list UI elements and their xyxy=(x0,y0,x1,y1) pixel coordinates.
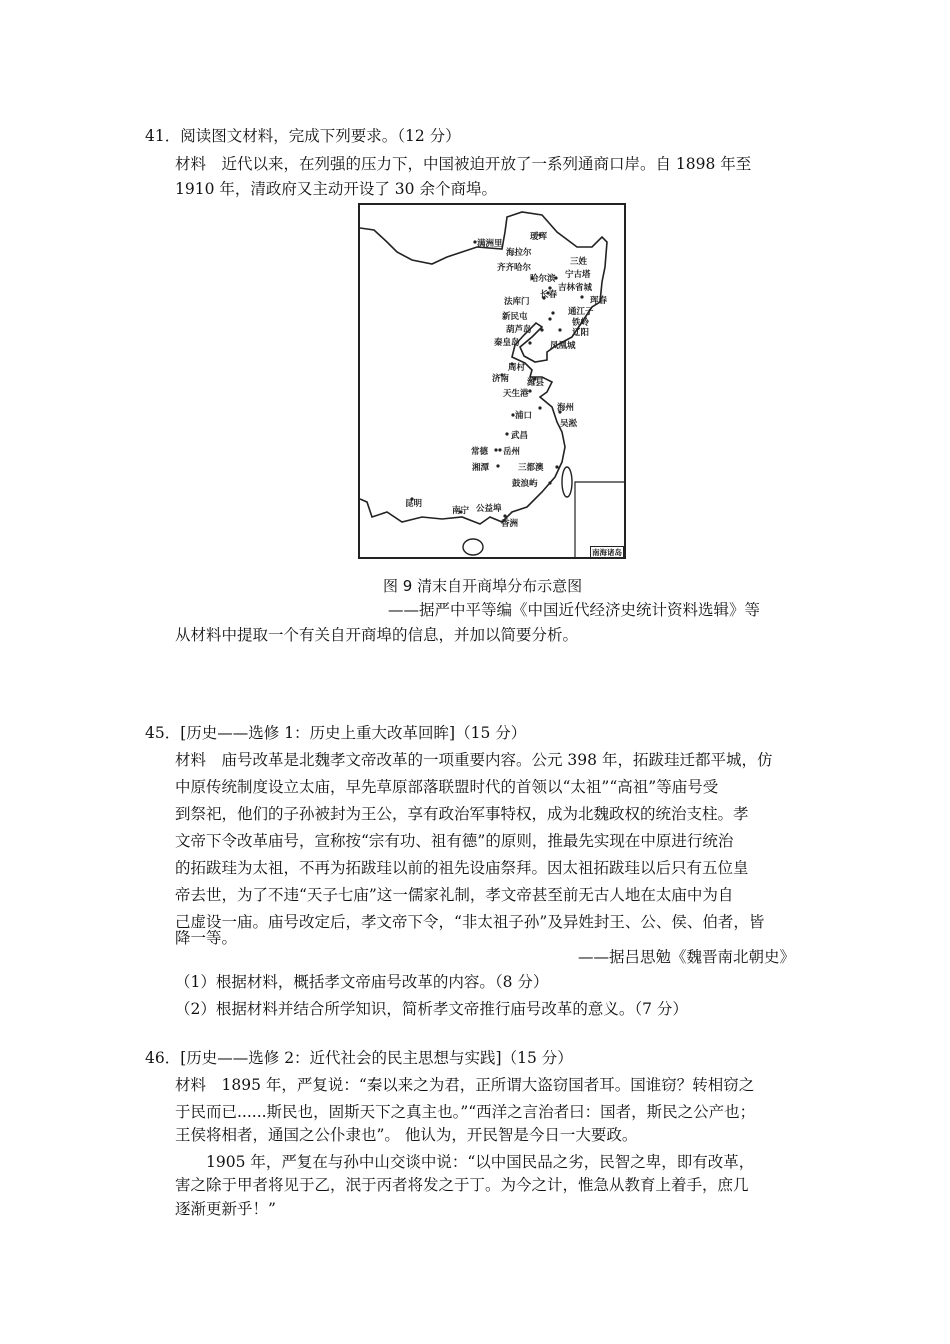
q45-line: 的拓跋珪为太祖，不再为拓跋珪以前的祖先设庙祭拜。因太祖拓跋珪以后只有五位皇 xyxy=(175,859,749,877)
map-label: 通江子 xyxy=(568,307,594,317)
figure-caption: 图 9 清末自开商埠分布示意图 xyxy=(383,577,583,595)
map-label: 珲春 xyxy=(590,296,608,306)
map-label: 长春 xyxy=(540,290,558,300)
map-label: 吴淞 xyxy=(560,419,578,429)
map-label: 法库门 xyxy=(504,297,530,307)
treaty-port-map xyxy=(358,203,626,559)
map-label: 昆明 xyxy=(405,499,423,509)
q46-line: 1905 年，严复在与孙中山交谈中说：“以中国民品之劣，民智之卑，即有改革， xyxy=(175,1153,755,1171)
q45-source: ——据吕思勉《魏晋南北朝史》 xyxy=(578,948,796,966)
q46-line: 逐渐更新乎！” xyxy=(175,1200,276,1218)
map-label: 潍县 xyxy=(527,378,545,388)
q45-question-2: （2）根据材料并结合所学知识，简析孝文帝推行庙号改革的意义。（7 分） xyxy=(175,1000,688,1018)
map-label: 湘潭 xyxy=(472,463,490,473)
map-label: 济南 xyxy=(492,374,510,384)
q45-line: 到祭祀，他们的子孙被封为王公，享有政治军事特权，成为北魏政权的统治支柱。孝 xyxy=(175,805,749,823)
map-label: 武昌 xyxy=(511,431,529,441)
q45-line: 中原传统制度设立太庙，早先草原部落联盟时代的首领以“太祖”“高祖”等庙号受 xyxy=(175,778,719,796)
figure-source: ——据严中平等编《中国近代经济史统计资料选辑》等 xyxy=(388,601,761,619)
q45-line: 材料 庙号改革是北魏孝文帝改革的一项重要内容。公元 398 年，拓跋珪迁都平城，仿 xyxy=(175,751,773,769)
q41-line: 1910 年，清政府又主动开设了 30 余个商埠。 xyxy=(175,180,497,198)
map-label: 凤凰城 xyxy=(550,341,576,351)
map-label: 海州 xyxy=(557,403,575,413)
map-label: 宁古塔 xyxy=(565,270,591,280)
map-label: 天生港 xyxy=(503,389,529,399)
map-label: 浦口 xyxy=(515,411,533,421)
q45-line: 帝去世，为了不违“天子七庙”这一儒家礼制，孝文帝甚至前无古人地在太庙中为自 xyxy=(175,886,734,904)
map-label: 辽阳 xyxy=(572,328,590,338)
q45-line: 降一等。 xyxy=(175,929,238,947)
map-label: 新民屯 xyxy=(502,312,528,322)
q45-title: 45．[历史——选修 1：历史上重大改革回眸]（15 分） xyxy=(145,724,527,742)
map-label: 瑷珲 xyxy=(530,232,548,242)
map-inset-label: 南海诸岛 xyxy=(592,548,622,557)
map-label: 海拉尔 xyxy=(506,248,532,258)
map-label: 三姓 xyxy=(570,257,588,267)
q41-line: 材料 近代以来，在列强的压力下，中国被迫开放了一系列通商口岸。自 1898 年至 xyxy=(175,155,752,173)
map-label: 铁岭 xyxy=(572,318,590,328)
map-label: 常德 xyxy=(471,447,489,457)
map-label: 周村 xyxy=(508,363,526,373)
q41-title: 41．阅读图文材料，完成下列要求。（12 分） xyxy=(145,127,461,145)
map-label: 香洲 xyxy=(501,519,519,529)
map-label: 鼓浪屿 xyxy=(512,479,538,489)
map-label: 三都澳 xyxy=(518,463,544,473)
map-label: 满洲里 xyxy=(477,239,503,249)
q46-line: 害之除于甲者将见于乙，泯于丙者将发之于丁。为今之计，惟急从教育上着手，庶几 xyxy=(175,1176,749,1194)
map-label: 公益埠 xyxy=(476,504,502,514)
map-label: 吉林省城 xyxy=(558,283,593,293)
map-label: 哈尔滨 xyxy=(530,274,556,284)
q45-question-1: （1）根据材料，概括孝文帝庙号改革的内容。（8 分） xyxy=(175,973,549,991)
q45-line: 文帝下令改革庙号，宣称按“宗有功、祖有德”的原则，推最先实现在中原进行统治 xyxy=(175,832,734,850)
map-label: 南宁 xyxy=(452,506,470,516)
q46-line: 材料 1895 年，严复说：“秦以来之为君，正所谓大盗窃国者耳。国谁窃？转相窃之 xyxy=(175,1076,755,1094)
q45-line: 己虚设一庙。庙号改定后，孝文帝下令，“非太祖子孙”及异姓封王、公、侯、伯者，皆 xyxy=(175,913,765,931)
map-label: 岳州 xyxy=(503,447,521,457)
map-label: 齐齐哈尔 xyxy=(497,263,532,273)
map-label: 葫芦岛 xyxy=(506,325,532,335)
q46-line: 王侯将相者，通国之公仆隶也”。 他认为，开民智是今日一大要政。 xyxy=(175,1126,638,1144)
q41-task: 从材料中提取一个有关自开商埠的信息，并加以简要分析。 xyxy=(175,626,579,644)
q46-line: 于民而已......斯民也，固斯天下之真主也。”“西洋之言治者曰：国者，斯民之公产也； xyxy=(175,1103,756,1121)
q46-title: 46．[历史——选修 2：近代社会的民主思想与实践]（15 分） xyxy=(145,1049,573,1067)
map-label: 秦皇岛 xyxy=(494,338,520,348)
